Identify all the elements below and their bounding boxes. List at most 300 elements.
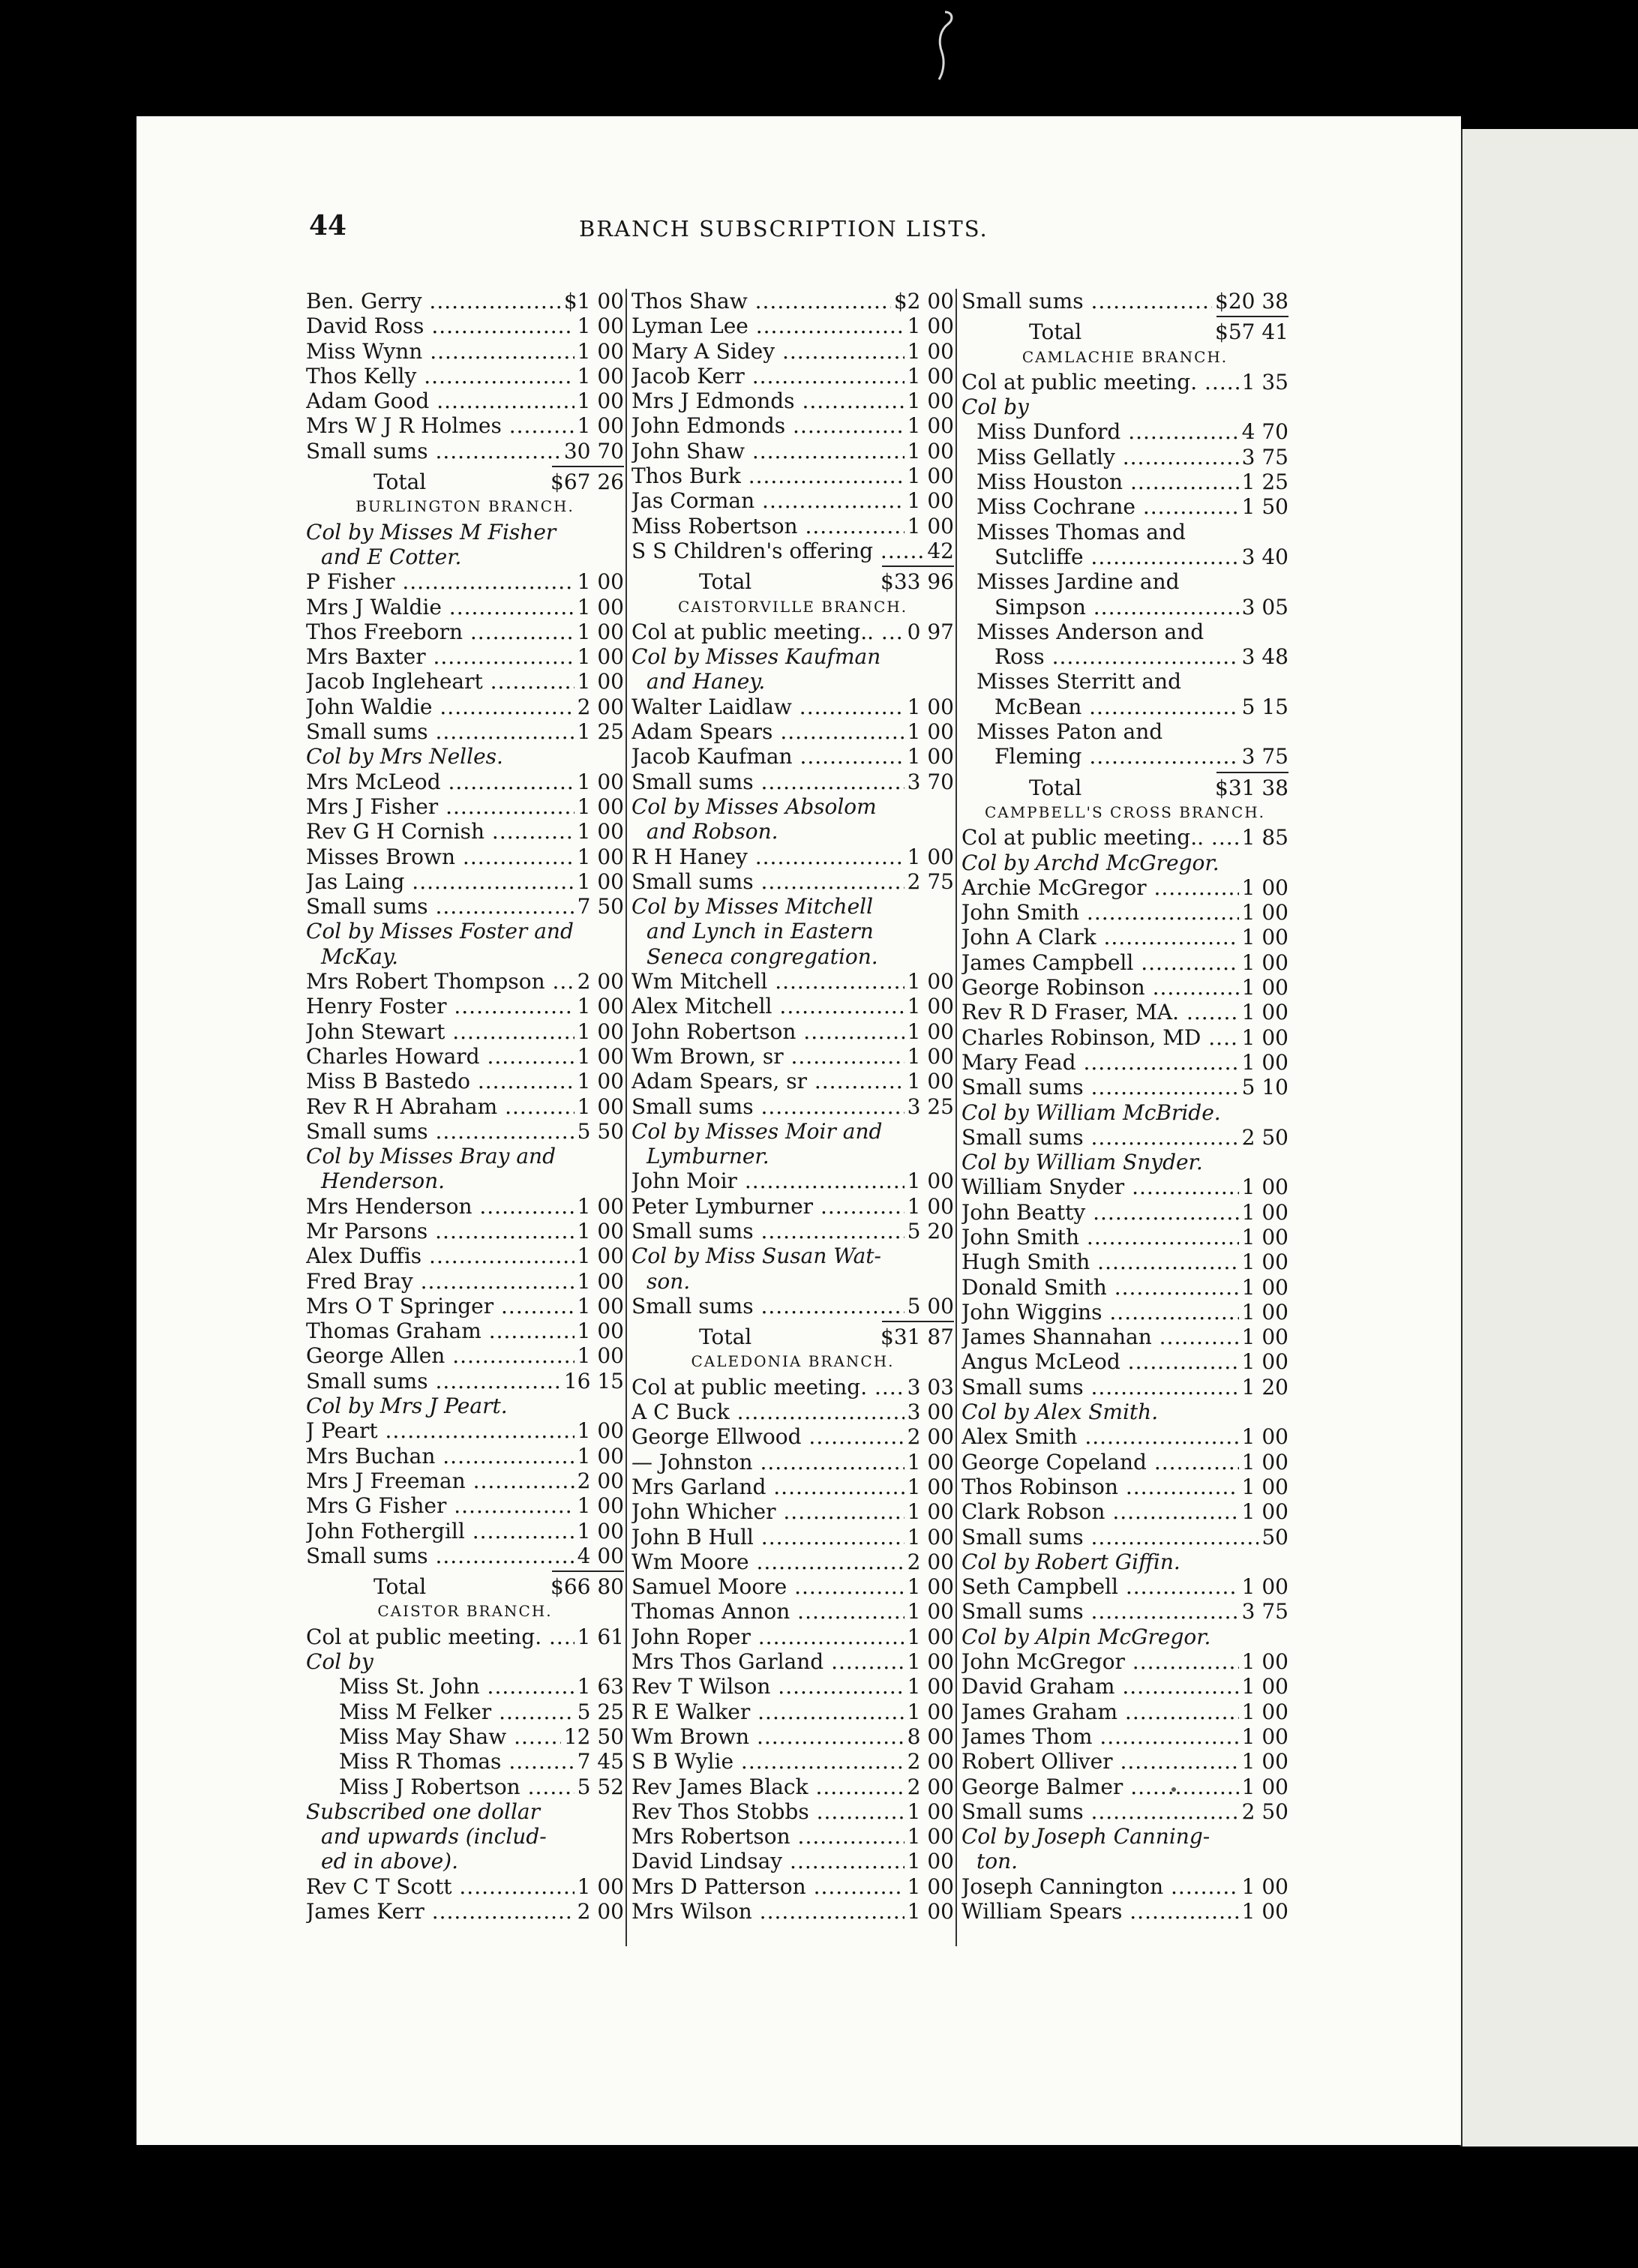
amount: 1 00 (574, 1019, 624, 1044)
subscriber-row (632, 1294, 954, 1318)
amount: 1 00 (904, 1849, 954, 1874)
entry-label: Col by Misses Mitchell (632, 894, 874, 920)
subscriber-row (632, 1168, 954, 1193)
collector-note (632, 1144, 954, 1168)
amount: 3 00 (904, 1400, 954, 1424)
branch-name: CAISTOR BRANCH. (377, 1602, 553, 1621)
total-amount: $67 26 (548, 470, 624, 494)
entry-label: John A Clark ..... (962, 925, 1288, 950)
running-title: BRANCH SUBSCRIPTION LISTS. (579, 216, 988, 242)
amount: 1 00 (1239, 1050, 1288, 1075)
entry-label: Col at public meeting. ..... (632, 1375, 954, 1400)
entry-label: John Whicher ..... (632, 1499, 954, 1524)
subscriber-row (306, 1369, 624, 1394)
subscriber-row (306, 569, 624, 594)
subscriber-row (632, 869, 954, 894)
amount: 30 70 (561, 439, 624, 464)
amount: 1 00 (1239, 1474, 1288, 1499)
entry-label: Alex Smith ..... (962, 1424, 1288, 1449)
entry-label: Col by (306, 1649, 374, 1675)
entry-label: Mrs D Patterson ..... (632, 1874, 954, 1899)
subscriber-row (632, 1400, 954, 1424)
amount: 5 00 (904, 1294, 954, 1318)
amount: 1 00 (904, 464, 954, 488)
amount: 3 03 (904, 1375, 954, 1400)
subscriber-row (306, 994, 624, 1018)
entry-label: Mrs Robert Thompson ..... (306, 969, 624, 994)
amount: 1 00 (574, 994, 624, 1018)
subscriber-row (632, 1624, 954, 1649)
subscriber-row (962, 694, 1288, 719)
subscriber-row (632, 1849, 954, 1874)
entry-label: Wm Moore ..... (632, 1550, 954, 1574)
entry-label: Wm Brown ..... (632, 1724, 954, 1749)
amount: 1 00 (1239, 1450, 1288, 1474)
entry-label: Small sums ..... (632, 1294, 954, 1318)
entry-label: Mrs Thos Garland ..... (632, 1649, 954, 1674)
branch-name: CALEDONIA BRANCH. (691, 1352, 895, 1371)
subscriber-row (962, 544, 1288, 569)
entry-label: Alex Mitchell ..... (632, 994, 954, 1018)
entry-label: John Waldie ..... (306, 694, 624, 719)
entry-label: Miss Wynn ..... (306, 339, 624, 364)
subscriber-name-line (962, 620, 1288, 644)
amount: 1 00 (574, 314, 624, 338)
column-1 (306, 289, 624, 1924)
subscriber-row (632, 1724, 954, 1749)
collector-note (632, 819, 954, 844)
subscriber-name-line (962, 669, 1288, 694)
amount: 1 00 (904, 388, 954, 413)
subscriber-row (632, 538, 954, 563)
collector-note (306, 520, 624, 544)
amount: 3 75 (1239, 445, 1288, 470)
entry-label: Col by Misses Kaufman (632, 644, 881, 670)
subscriber-row (632, 1599, 954, 1624)
collector-note (306, 1649, 624, 1674)
amount: 2 00 (574, 969, 624, 994)
amount: 1 00 (574, 869, 624, 894)
amount: 1 00 (574, 1493, 624, 1518)
entry-label: Mrs Baxter ..... (306, 644, 624, 669)
collector-note (962, 1624, 1288, 1649)
subscriber-row (306, 669, 624, 694)
entry-label: Small sums ..... (306, 1119, 624, 1144)
amount: $2 00 (891, 289, 954, 314)
total-rule (306, 1568, 624, 1574)
subscriber-row (962, 1450, 1288, 1474)
collector-note (306, 1168, 624, 1193)
subscriber-row (306, 1493, 624, 1518)
entry-label: Col by Misses Absolom (632, 794, 877, 819)
subscriber-row (306, 1269, 624, 1294)
entry-label: David Ross ..... (306, 314, 624, 338)
subscriber-row (962, 975, 1288, 1000)
collector-note (962, 1550, 1288, 1574)
branch-name: CAMLACHIE BRANCH. (1022, 347, 1228, 366)
entry-label: Small sums ..... (632, 770, 954, 794)
entry-label: John McGregor ..... (962, 1649, 1288, 1674)
subscriber-row (632, 1219, 954, 1244)
entry-label: Mrs W J R Holmes ..... (306, 413, 624, 438)
entry-label: Col by William Snyder. (962, 1150, 1203, 1175)
subscriber-row (632, 1499, 954, 1524)
subscriber-row (632, 488, 954, 513)
subscriber-row (306, 1019, 624, 1044)
amount: 7 50 (574, 894, 624, 919)
subscriber-row (306, 1294, 624, 1318)
entry-label: Small sums ..... (962, 1125, 1288, 1150)
amount: 4 00 (574, 1544, 624, 1568)
amount: 1 00 (904, 339, 954, 364)
amount: 7 45 (574, 1749, 624, 1774)
entry-label: Col by Misses M Fisher (306, 519, 556, 544)
subscriber-row (632, 1574, 954, 1599)
subscriber-row (962, 595, 1288, 620)
amount: 1 00 (574, 1094, 624, 1119)
entry-label: Adam Good ..... (306, 388, 624, 413)
entry-label: Mary A Sidey ..... (632, 339, 954, 364)
subscriber-row (306, 388, 624, 413)
total-amount: $57 41 (1212, 320, 1288, 344)
entry-label: ed in above). (321, 1849, 458, 1874)
subscriber-row (306, 289, 624, 314)
entry-label: James Thom ..... (962, 1724, 1288, 1749)
amount: 3 05 (1239, 595, 1288, 620)
entry-label: Total (699, 1324, 752, 1350)
amount: 1 00 (574, 1069, 624, 1094)
subscriber-row (632, 1094, 954, 1119)
amount: 8 00 (904, 1724, 954, 1749)
entry-label: and upwards (includ- (321, 1824, 547, 1850)
total-rule (632, 1318, 954, 1324)
amount: 1 00 (1239, 1574, 1288, 1599)
amount: 1 25 (1239, 470, 1288, 494)
amount: 1 00 (574, 1874, 624, 1899)
amount: 1 00 (574, 1219, 624, 1244)
amount: 1 00 (904, 413, 954, 438)
amount: 2 00 (904, 1749, 954, 1774)
amount: 1 00 (1239, 1275, 1288, 1300)
subscriber-row (306, 1044, 624, 1069)
entry-label: Peter Lymburner ..... (632, 1194, 954, 1219)
entry-label: George Robinson ..... (962, 975, 1288, 1000)
subscriber-row (306, 719, 624, 744)
entry-label: Col at public meeting. ..... (962, 370, 1288, 394)
amount: 1 00 (904, 994, 954, 1018)
column-rule (626, 289, 627, 1946)
subscriber-row (632, 1799, 954, 1824)
entry-label: Sutcliffe ..... (994, 544, 1288, 569)
amount: 1 00 (1239, 1250, 1288, 1274)
subscriber-row (632, 994, 954, 1018)
entry-label: Mrs J Fisher ..... (306, 794, 624, 819)
amount: 1 00 (904, 1450, 954, 1474)
amount: 1 00 (574, 413, 624, 438)
subscriber-row (632, 1649, 954, 1674)
entry-label: P Fisher ..... (306, 569, 624, 594)
subscriber-row (962, 1799, 1288, 1824)
subscriber-row (962, 470, 1288, 494)
facing-page-edge (1462, 129, 1638, 2146)
subscriber-row (962, 1874, 1288, 1899)
amount: 1 00 (904, 1474, 954, 1499)
entry-label: Jas Laing ..... (306, 869, 624, 894)
amount: 1 00 (574, 1269, 624, 1294)
subscriber-row (306, 1519, 624, 1544)
entry-label: Fred Bray ..... (306, 1269, 624, 1294)
entry-label: Col by Mrs J Peart. (306, 1394, 508, 1419)
entry-label: Thos Burk ..... (632, 464, 954, 488)
branch-heading (962, 345, 1288, 370)
entry-label: Mary Fead ..... (962, 1050, 1288, 1075)
amount: 3 70 (904, 770, 954, 794)
entry-label: Small sums ..... (632, 1219, 954, 1244)
entry-label: John Smith ..... (962, 1225, 1288, 1250)
entry-label: George Ellwood ..... (632, 1424, 954, 1449)
entry-label: Small sums ..... (306, 439, 624, 464)
entry-label: and E Cotter. (321, 544, 462, 569)
collector-note (962, 1849, 1288, 1874)
entry-label: Rev James Black ..... (632, 1774, 954, 1799)
subscriber-row (962, 1574, 1288, 1599)
subscriber-row (632, 1899, 954, 1924)
subscriber-row (632, 1044, 954, 1069)
entry-label: Jacob Ingleheart ..... (306, 669, 624, 694)
amount: 1 00 (904, 1624, 954, 1649)
branch-heading (962, 800, 1288, 825)
entry-label: John Moir ..... (632, 1168, 954, 1193)
amount: 1 00 (574, 339, 624, 364)
entry-label: Small sums ..... (962, 1075, 1288, 1100)
entry-label: David Graham ..... (962, 1674, 1288, 1699)
collector-note (306, 1144, 624, 1168)
subscriber-row (306, 1444, 624, 1468)
amount: 3 75 (1239, 744, 1288, 769)
branch-name: BURLINGTON BRANCH. (356, 497, 574, 516)
entry-label: Miss J Robertson ..... (339, 1774, 624, 1799)
entry-label: Col by Misses Bray and (306, 1144, 556, 1169)
entry-label: John Shaw ..... (632, 439, 954, 464)
subscriber-row (306, 1724, 624, 1749)
amount: 1 00 (1239, 900, 1288, 925)
entry-label: Mrs J Waldie ..... (306, 595, 624, 620)
subscriber-row (632, 744, 954, 769)
amount: 1 00 (574, 794, 624, 819)
entry-label: S S Children's offering ..... (632, 538, 954, 563)
amount: 1 00 (574, 1444, 624, 1468)
branch-heading (632, 595, 954, 620)
subscriber-row (962, 1899, 1288, 1924)
entry-label: Mrs O T Springer ..... (306, 1294, 624, 1318)
entry-label: Misses Thomas and (976, 519, 1186, 544)
amount: 1 00 (904, 1674, 954, 1699)
subscriber-row (306, 1674, 624, 1699)
amount: 1 00 (1239, 1724, 1288, 1749)
amount: 1 00 (904, 1168, 954, 1193)
amount: 5 20 (904, 1219, 954, 1244)
amount: 1 00 (574, 1418, 624, 1443)
subscriber-row (306, 1418, 624, 1443)
amount: 1 00 (574, 620, 624, 644)
amount: 1 00 (904, 1899, 954, 1924)
subscriber-row (962, 875, 1288, 900)
amount: 1 00 (1239, 875, 1288, 900)
entry-label: Col at public meeting. ..... (306, 1624, 624, 1649)
entry-label: Miss Dunford ..... (976, 419, 1288, 444)
subscriber-name-line (962, 719, 1288, 744)
entry-label: Mr Parsons ..... (306, 1219, 624, 1244)
amount: 5 15 (1239, 694, 1288, 719)
entry-label: Thomas Graham ..... (306, 1318, 624, 1343)
collector-note (632, 919, 954, 944)
amount: 2 00 (904, 1424, 954, 1449)
total-row (632, 1324, 954, 1349)
entry-label: Charles Robinson, MD ..... (962, 1025, 1288, 1050)
subscriber-row (306, 1899, 624, 1924)
entry-label: Mrs McLeod ..... (306, 770, 624, 794)
subscriber-row (306, 894, 624, 919)
total-amount: $66 80 (548, 1574, 624, 1599)
entry-label: son. (646, 1268, 691, 1294)
entry-label: McBean ..... (994, 694, 1288, 719)
entry-label: Ben. Gerry ..... (306, 289, 624, 314)
entry-label: — Johnston ..... (632, 1450, 954, 1474)
entry-label: Ross ..... (994, 644, 1288, 669)
subscriber-row (632, 289, 954, 314)
subscriber-row (306, 644, 624, 669)
entry-label: Col by Alpin McGregor. (962, 1624, 1211, 1649)
amount: 1 00 (904, 1525, 954, 1550)
entry-label: Col by (962, 394, 1029, 420)
subscriber-row (306, 1624, 624, 1649)
collector-note (632, 794, 954, 819)
amount: 5 10 (1239, 1075, 1288, 1100)
amount: 1 00 (904, 969, 954, 994)
amount: 3 48 (1239, 644, 1288, 669)
entry-label: Misses Sterritt and (976, 669, 1181, 694)
amount: 1 00 (904, 744, 954, 769)
column-2 (632, 289, 954, 1924)
entry-label: Small sums ..... (632, 869, 954, 894)
subscriber-row (306, 595, 624, 620)
subscriber-row (632, 413, 954, 438)
subscriber-row (306, 1468, 624, 1493)
column-rule (956, 289, 957, 1946)
entry-label: John Edmonds ..... (632, 413, 954, 438)
entry-label: David Lindsay ..... (632, 1849, 954, 1874)
subscriber-row (306, 694, 624, 719)
amount: 1 00 (1239, 1225, 1288, 1250)
entry-label: Miss M Felker ..... (339, 1700, 624, 1724)
entry-label: Mrs G Fisher ..... (306, 1493, 624, 1518)
entry-label: and Robson. (646, 819, 778, 844)
amount: 1 00 (1239, 950, 1288, 975)
amount: 1 00 (904, 488, 954, 513)
entry-label: Fleming ..... (994, 744, 1288, 769)
entry-label: Hugh Smith ..... (962, 1250, 1288, 1274)
page-header (309, 210, 1284, 255)
collector-note (306, 1849, 624, 1874)
entry-label: George Copeland ..... (962, 1450, 1288, 1474)
entry-label: Henderson. (321, 1168, 446, 1194)
collector-note (632, 894, 954, 919)
subscriber-row (962, 1499, 1288, 1524)
amount: 2 00 (574, 1468, 624, 1493)
amount: 1 00 (574, 1343, 624, 1368)
amount: 5 25 (574, 1700, 624, 1724)
subscriber-row (632, 1774, 954, 1799)
entry-label: Small sums ..... (962, 1599, 1288, 1624)
subscriber-name-line (962, 520, 1288, 544)
amount: 1 00 (1239, 1499, 1288, 1524)
amount: 1 00 (574, 364, 624, 388)
entry-label: Samuel Moore ..... (632, 1574, 954, 1599)
subscriber-row (306, 770, 624, 794)
entry-label: Rev R H Abraham ..... (306, 1094, 624, 1119)
amount: 1 00 (1239, 1300, 1288, 1324)
collector-note (962, 1400, 1288, 1424)
entry-label: James Campbell ..... (962, 950, 1288, 975)
entry-label: Rev Thos Stobbs ..... (632, 1799, 954, 1824)
total-amount: $33 96 (878, 569, 954, 594)
entry-label: Mrs Garland ..... (632, 1474, 954, 1499)
total-row (306, 470, 624, 494)
amount: 0 97 (904, 620, 954, 644)
entry-label: Col by Robert Giffin. (962, 1549, 1180, 1574)
amount: 2 00 (904, 1774, 954, 1799)
subscriber-row (306, 1774, 624, 1799)
subscriber-row (632, 1424, 954, 1449)
entry-label: R E Walker ..... (632, 1700, 954, 1724)
subscriber-row (632, 439, 954, 464)
collector-note (306, 1394, 624, 1418)
amount: 1 00 (904, 1799, 954, 1824)
entry-label: Mrs Wilson ..... (632, 1899, 954, 1924)
total-rule (962, 770, 1288, 776)
entry-label: Col at public meeting.. ..... (962, 825, 1288, 850)
total-row (306, 1574, 624, 1599)
entry-label: Thos Robinson ..... (962, 1474, 1288, 1499)
collector-note (632, 1244, 954, 1268)
subscriber-row (632, 1019, 954, 1044)
subscriber-row (632, 1874, 954, 1899)
subscriber-row (632, 514, 954, 538)
collector-note (306, 1824, 624, 1849)
entry-label: Small sums ..... (306, 1369, 624, 1394)
total-row (962, 320, 1288, 344)
total-rule (962, 314, 1288, 320)
amount: 1 00 (1239, 1700, 1288, 1724)
subscriber-row (632, 1525, 954, 1550)
subscriber-row (962, 1050, 1288, 1075)
collector-note (962, 394, 1288, 419)
amount: $1 00 (561, 289, 624, 314)
entry-label: Col by Misses Moir and (632, 1118, 883, 1144)
entry-label: Rev T Wilson ..... (632, 1674, 954, 1699)
amount: 1 00 (574, 1194, 624, 1219)
amount: 5 52 (574, 1774, 624, 1799)
entry-label: and Haney. (646, 669, 766, 694)
amount: 1 00 (574, 669, 624, 694)
entry-label: Thomas Annon ..... (632, 1599, 954, 1624)
amount: 5 50 (574, 1119, 624, 1144)
entry-label: Misses Anderson and (976, 619, 1204, 644)
collector-note (306, 919, 624, 944)
entry-label: Miss Gellatly ..... (976, 445, 1288, 470)
amount: 1 00 (1239, 1424, 1288, 1449)
subscriber-row (306, 844, 624, 869)
